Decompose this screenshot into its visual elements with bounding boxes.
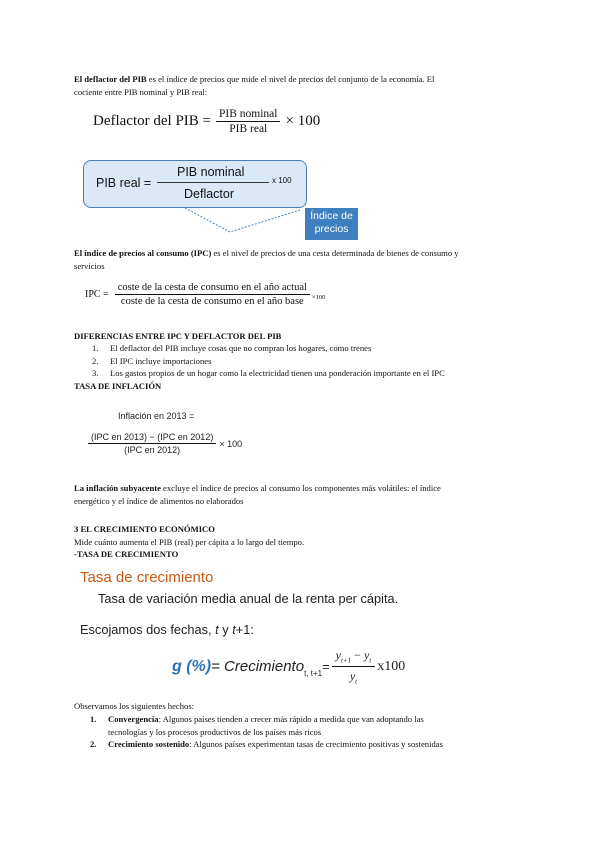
differences-heading: DIFERENCIAS ENTRE IPC Y DEFLACTOR DEL PIB	[74, 331, 282, 341]
inflation-formula: $\frac{\text{(IPC en 2013) − (IPC en 2012)}}{\text{(IPC en 2012)}}$ × 100	[88, 432, 242, 455]
facts-list	[90, 713, 530, 751]
slide-title: Tasa de crecimiento	[80, 569, 214, 586]
growth-formula: g (%) = Crecimiento t, t+1 = $\frac{y_{t+1} - y_t}{y_t}$ x100	[172, 648, 406, 686]
subyacente-paragraph: La inflación subyacente excluye el índice de precios al consumo los componentes más volátiles: el índice energético y el índice de alimentos no elaborados	[74, 483, 441, 506]
section3: 3 EL CRECIMIENTO ECONÓMICO Mide cuánto aumenta el PIB (real) per cápita a lo largo del tiempo. -TASA DE CRECIMIENTO	[74, 524, 305, 560]
subyacente-term: La inflación subyacente	[74, 483, 161, 493]
inflation-formula-title: Inflación en 2013 =	[118, 411, 195, 421]
ipc-paragraph: El índice de precios al consumo (IPC) es el nivel de precios de una cesta determinada de bienes de consumo y servicios	[74, 248, 459, 271]
list-item: 1. El deflactor del PIB incluye cosas que no compran los hogares, como trenes	[92, 343, 372, 353]
section3-heading: 3 EL CRECIMIENTO ECONÓMICO	[74, 524, 215, 534]
list-item: 1. Convergencia: Algunos países tienden a crecer más rápido a medida que van adoptando las tecnologías y los procesos productivos de los países más ricos	[90, 714, 424, 737]
indice-precios-callout: Índice de precios	[305, 208, 358, 240]
differences-list	[92, 342, 532, 380]
list-item: 2. El IPC incluye importaciones	[92, 355, 212, 366]
g-label: g (%)	[172, 657, 212, 675]
ipc-term: El índice de precios al consumo (IPC)	[74, 248, 212, 258]
facts-intro: Observamos los siguientes hechos:	[74, 701, 195, 711]
deflator-formula: Deflactor del PIB = $\frac{\text{PIB nominal}}{\text{PIB real}}$ × 100	[93, 108, 321, 135]
ipc-formula: IPC = $\frac{\text{coste de la cesta de consumo en el año actual}}{\text{coste de la cesta de consumo en el año base}}$ ×100	[85, 282, 326, 307]
pib-real-formula-box: PIB real = PIB nominal Deflactor x 100	[83, 160, 307, 208]
list-item: 3. Los gastos propios de un hogar como la electricidad tienen una ponderación importante en el IPC	[92, 368, 445, 379]
slide-dates: Escojamos dos fechas, t y t+1:	[80, 622, 254, 637]
growth-rate-subheading: -TASA DE CRECIMIENTO	[74, 549, 179, 560]
inflation-heading: TASA DE INFLACIÓN	[74, 381, 162, 391]
deflator-term: El deflactor del PIB	[74, 74, 147, 84]
list-item: 2. Crecimiento sostenido: Algunos países experimentan tasas de crecimiento positivas y sostenidas	[90, 739, 443, 750]
slide-subtitle: Tasa de variación media anual de la renta per cápita.	[98, 591, 399, 606]
deflator-paragraph: El deflactor del PIB es el índice de precios que mide el nivel de precios del conjunto de la economía. El cociente entre PIB nominal y PIB real:	[74, 74, 435, 97]
